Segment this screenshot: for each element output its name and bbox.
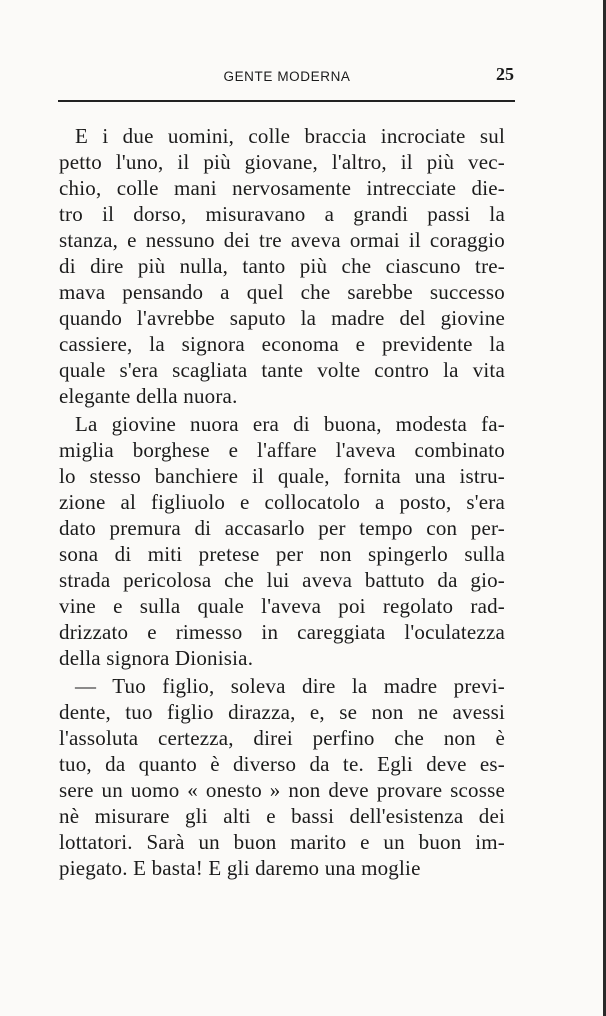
page-number: 25 bbox=[496, 64, 514, 84]
text-line: cassiere, la signora economa e previdente la bbox=[59, 332, 505, 356]
body-text bbox=[59, 123, 505, 881]
paragraph bbox=[59, 411, 505, 671]
text-line: vine e sulla quale l'aveva poi regolato rad- bbox=[59, 594, 505, 618]
text-line: mava pensando a quel che sarebbe successo bbox=[59, 280, 505, 304]
text-line: — Tuo figlio, soleva dire la madre previ- bbox=[75, 674, 505, 698]
text-line: nè misurare gli alti e bassi dell'esistenza dei bbox=[59, 804, 505, 828]
text-line: piegato. E basta! E gli daremo una moglie bbox=[59, 856, 421, 880]
text-line: miglia borghese e l'affare l'aveva combinato bbox=[59, 438, 505, 462]
text-line: lo stesso banchiere il quale, fornita una istru- bbox=[59, 464, 505, 488]
text-line: tuo, da quanto è diverso da te. Egli deve es- bbox=[59, 752, 505, 776]
text-line: sona di miti pretese per non spingerlo sulla bbox=[59, 542, 505, 566]
text-line: drizzato e rimesso in careggiata l'oculatezza bbox=[59, 620, 505, 644]
text-line: zione al figliuolo e collocatolo a posto, s'era bbox=[59, 490, 505, 514]
running-title: GENTE MODERNA bbox=[223, 69, 351, 84]
text-line: sere un uomo « onesto » non deve provare scosse bbox=[59, 778, 505, 802]
header-rule bbox=[58, 100, 515, 102]
text-line: tro il dorso, misuravano a grandi passi la bbox=[59, 202, 505, 226]
text-line: petto l'uno, il più giovane, l'altro, il più vec- bbox=[59, 150, 505, 174]
text-line: di dire più nulla, tanto più che ciascuno tre- bbox=[59, 254, 505, 278]
text-line: stanza, e nessuno dei tre aveva ormai il coraggio bbox=[59, 228, 505, 252]
text-line: quale s'era scagliata tante volte contro la vita bbox=[59, 358, 505, 382]
page-header bbox=[62, 64, 512, 88]
text-line: lottatori. Sarà un buon marito e un buon im- bbox=[59, 830, 505, 854]
text-line: l'assoluta certezza, direi perfino che non è bbox=[59, 726, 505, 750]
paragraph bbox=[59, 673, 505, 881]
text-line: chio, colle mani nervosamente intrecciate die- bbox=[59, 176, 505, 200]
text-line: dato premura di accasarlo per tempo con per- bbox=[59, 516, 505, 540]
paragraph bbox=[59, 123, 505, 409]
text-line: della signora Dionisia. bbox=[59, 646, 254, 670]
text-line: quando l'avrebbe saputo la madre del giovine bbox=[59, 306, 505, 330]
text-line: strada pericolosa che lui aveva battuto da gio- bbox=[59, 568, 505, 592]
text-line: La giovine nuora era di buona, modesta fa- bbox=[75, 412, 505, 436]
text-line: E i due uomini, colle braccia incrociate sul bbox=[75, 124, 505, 148]
text-line: dente, tuo figlio dirazza, e, se non ne avessi bbox=[59, 700, 505, 724]
text-line: elegante della nuora. bbox=[59, 384, 238, 408]
